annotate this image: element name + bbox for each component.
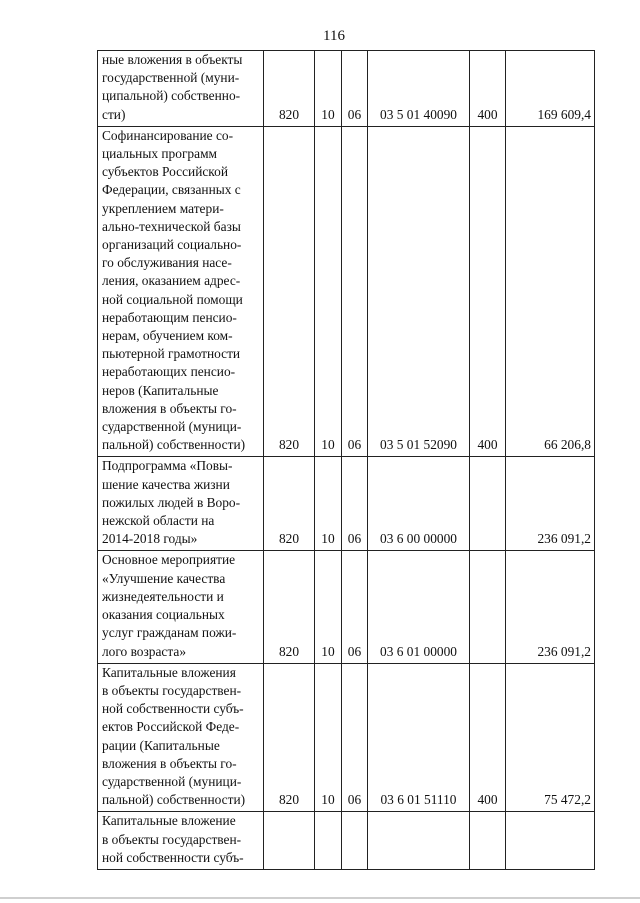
expense-type-cell: 400 bbox=[470, 663, 506, 812]
expense-type-cell bbox=[470, 457, 506, 551]
subsection-cell: 06 bbox=[342, 51, 368, 127]
row-name-cell: Капитальные вложение в объекты государствен- ной собственности субъ- bbox=[98, 812, 264, 870]
section-cell: 10 bbox=[315, 663, 342, 812]
section-cell bbox=[315, 812, 342, 870]
table-row bbox=[98, 812, 595, 870]
expense-type-cell: 400 bbox=[470, 126, 506, 457]
subsection-cell: 06 bbox=[342, 663, 368, 812]
target-article-cell: 03 6 01 00000 bbox=[368, 551, 470, 663]
grbs-cell: 820 bbox=[264, 126, 315, 457]
subsection-cell bbox=[342, 812, 368, 870]
grbs-cell bbox=[264, 812, 315, 870]
row-name-cell: ные вложения в объекты государственной (муни- ципальной) собственно- сти) bbox=[98, 51, 264, 127]
target-article-cell: 03 5 01 52090 bbox=[368, 126, 470, 457]
section-cell: 10 bbox=[315, 457, 342, 551]
page-bottom-edge bbox=[0, 897, 640, 899]
page-number: 116 bbox=[323, 28, 345, 44]
grbs-cell: 820 bbox=[264, 51, 315, 127]
table-row bbox=[98, 457, 595, 551]
row-name-cell: Софинансирование со- циальных программ субъектов Российской Федерации, связанных с укреплением матери- ально-технической базы организаций социально- го обслуживания насе- ления, оказанием адрес- ной социальной помощи неработающим пенсио- нерам, обучением ком- пьютерной грамотности неработающих пенсио- неров (Капитальные вложения в объекты го- сударственной (муници- пальной) собственности) bbox=[98, 126, 264, 457]
table-row bbox=[98, 51, 595, 127]
row-name-cell: Подпрограмма «Повы- шение качества жизни пожилых людей в Воро- нежской области на 2014-2018 годы» bbox=[98, 457, 264, 551]
grbs-cell: 820 bbox=[264, 663, 315, 812]
budget-table bbox=[97, 50, 595, 870]
expense-type-cell bbox=[470, 812, 506, 870]
amount-cell bbox=[506, 812, 595, 870]
table-row bbox=[98, 551, 595, 663]
subsection-cell: 06 bbox=[342, 551, 368, 663]
grbs-cell: 820 bbox=[264, 457, 315, 551]
table-row bbox=[98, 663, 595, 812]
amount-cell: 236 091,2 bbox=[506, 551, 595, 663]
amount-cell: 66 206,8 bbox=[506, 126, 595, 457]
amount-cell: 236 091,2 bbox=[506, 457, 595, 551]
target-article-cell bbox=[368, 812, 470, 870]
target-article-cell: 03 5 01 40090 bbox=[368, 51, 470, 127]
section-cell: 10 bbox=[315, 126, 342, 457]
section-cell: 10 bbox=[315, 51, 342, 127]
subsection-cell: 06 bbox=[342, 126, 368, 457]
section-cell: 10 bbox=[315, 551, 342, 663]
row-name-cell: Капитальные вложения в объекты государствен- ной собственности субъ- ектов Российской Феде- рации (Капитальные вложения в объекты го- сударственной (муници- пальной) собственности) bbox=[98, 663, 264, 812]
subsection-cell: 06 bbox=[342, 457, 368, 551]
amount-cell: 75 472,2 bbox=[506, 663, 595, 812]
amount-cell: 169 609,4 bbox=[506, 51, 595, 127]
target-article-cell: 03 6 00 00000 bbox=[368, 457, 470, 551]
table-row bbox=[98, 126, 595, 457]
expense-type-cell: 400 bbox=[470, 51, 506, 127]
expense-type-cell bbox=[470, 551, 506, 663]
row-name-cell: Основное мероприятие «Улучшение качества жизнедеятельности и оказания социальных услуг гражданам пожи- лого возраста» bbox=[98, 551, 264, 663]
target-article-cell: 03 6 01 51110 bbox=[368, 663, 470, 812]
grbs-cell: 820 bbox=[264, 551, 315, 663]
